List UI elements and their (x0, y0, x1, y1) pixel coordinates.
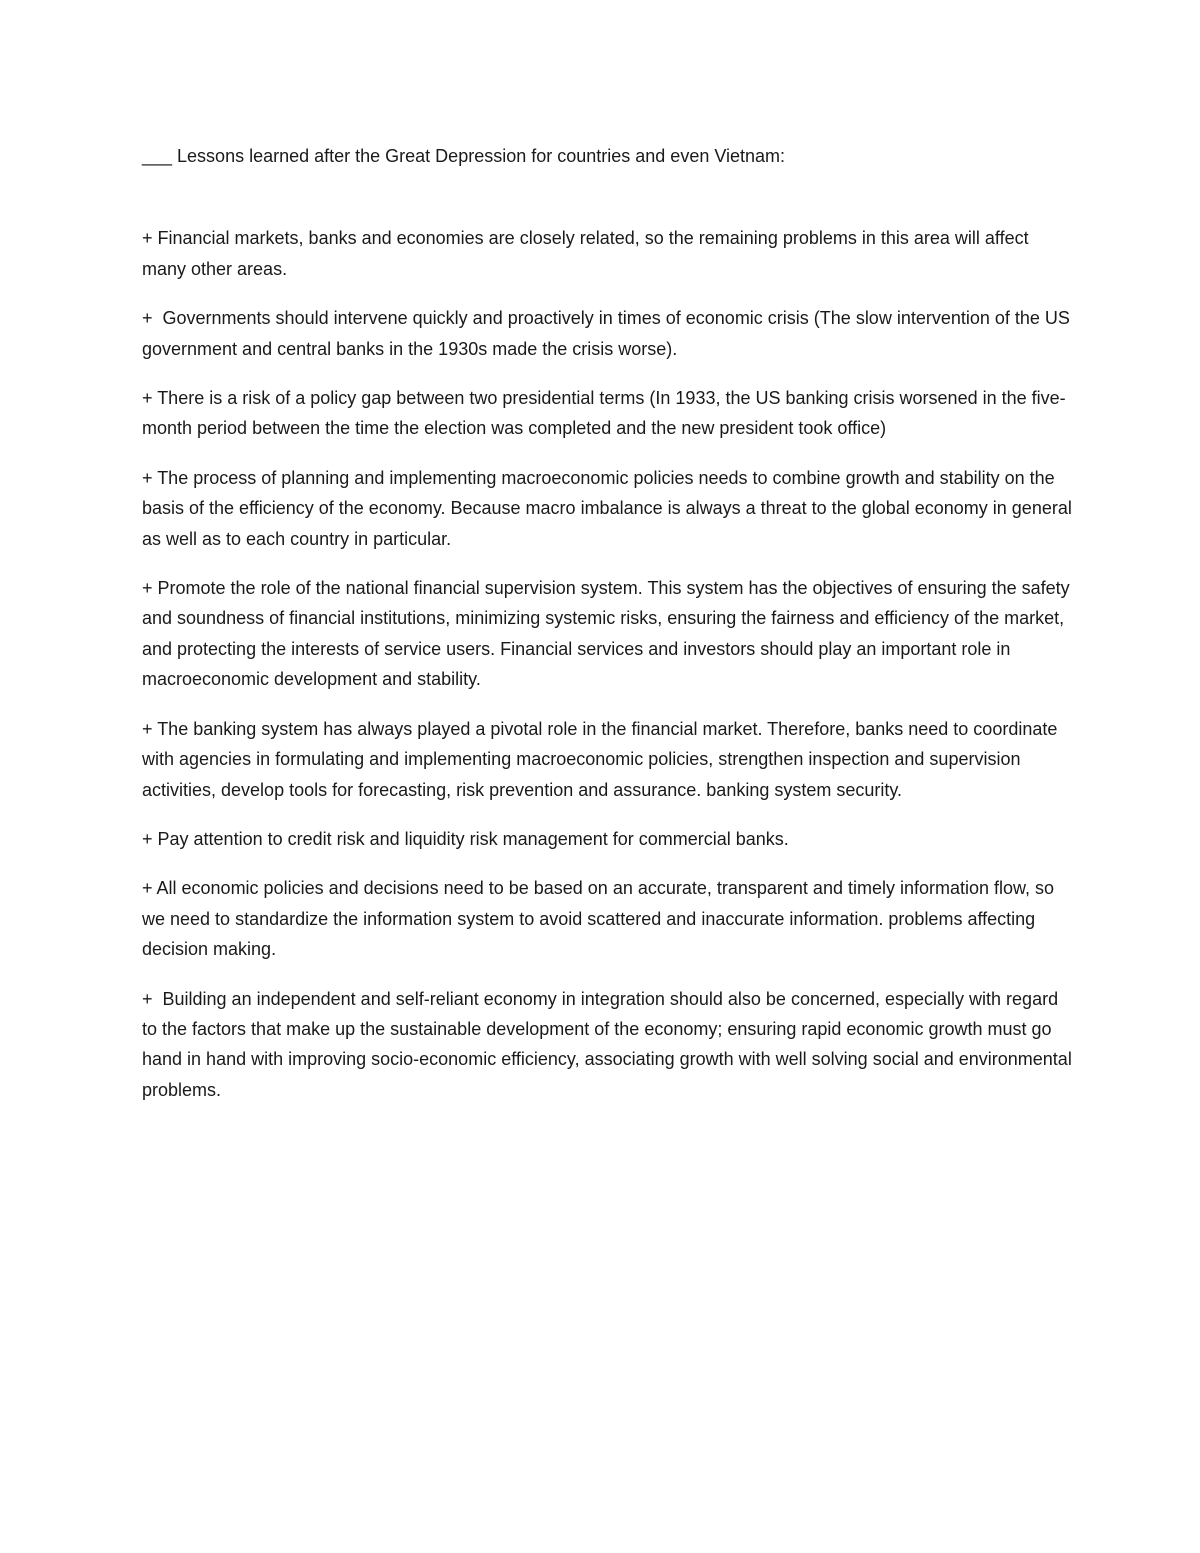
lesson-paragraph-7: + Pay attention to credit risk and liquidity risk management for commercial banks. (142, 828, 789, 849)
lesson-paragraph-1: + Financial markets, banks and economies are closely related, so the remaining problems in this area will affect many other areas. (142, 228, 1034, 279)
lesson-paragraph-2: + Governments should intervene quickly and proactively in times of economic crisis (The slow intervention of the US government and central banks in the 1930s made the crisis worse). (142, 308, 1075, 359)
document-heading: ___ Lessons learned after the Great Depression for countries and even Vietnam: (142, 146, 786, 166)
lesson-paragraph-3: + There is a risk of a policy gap between two presidential terms (In 1933, the US banking crisis worsened in the five-month period between the time the election was completed and the new president took office) (142, 388, 1066, 439)
lesson-paragraph-5: + Promote the role of the national financial supervision system. This system has the objectives of ensuring the safety and soundness of financial institutions, minimizing systemic risks, ensuring the fairness and efficiency of the market, and protecting the interests of service users. Financial services and investors should play an important role in macroeconomic development and stability. (142, 578, 1075, 690)
lesson-paragraph-4: + The process of planning and implementing macroeconomic policies needs to combine growth and stability on the basis of the efficiency of the economy. Because macro imbalance is always a threat to the global economy in general as well as to each country in particular. (142, 467, 1077, 549)
lesson-paragraph-6: + The banking system has always played a pivotal role in the financial market. Therefore, banks need to coordinate with agencies in formulating and implementing macroeconomic policies, strengthen inspection and supervision activities, develop tools for forecasting, risk prevention and assurance. banking system security. (142, 718, 1063, 800)
document-body (142, 141, 1077, 1124)
lesson-paragraph-9: + Building an independent and self-reliant economy in integration should also be concerned, especially with regard to the factors that make up the sustainable development of the economy; ensuring rapid economic growth must go hand in hand with improving socio-economic efficiency, associating growth with well solving social and environmental problems. (142, 988, 1077, 1100)
lesson-paragraph-8: + All economic policies and decisions need to be based on an accurate, transparent and timely information flow, so we need to standardize the information system to avoid scattered and inaccurate information. problems affecting decision making. (142, 878, 1060, 960)
